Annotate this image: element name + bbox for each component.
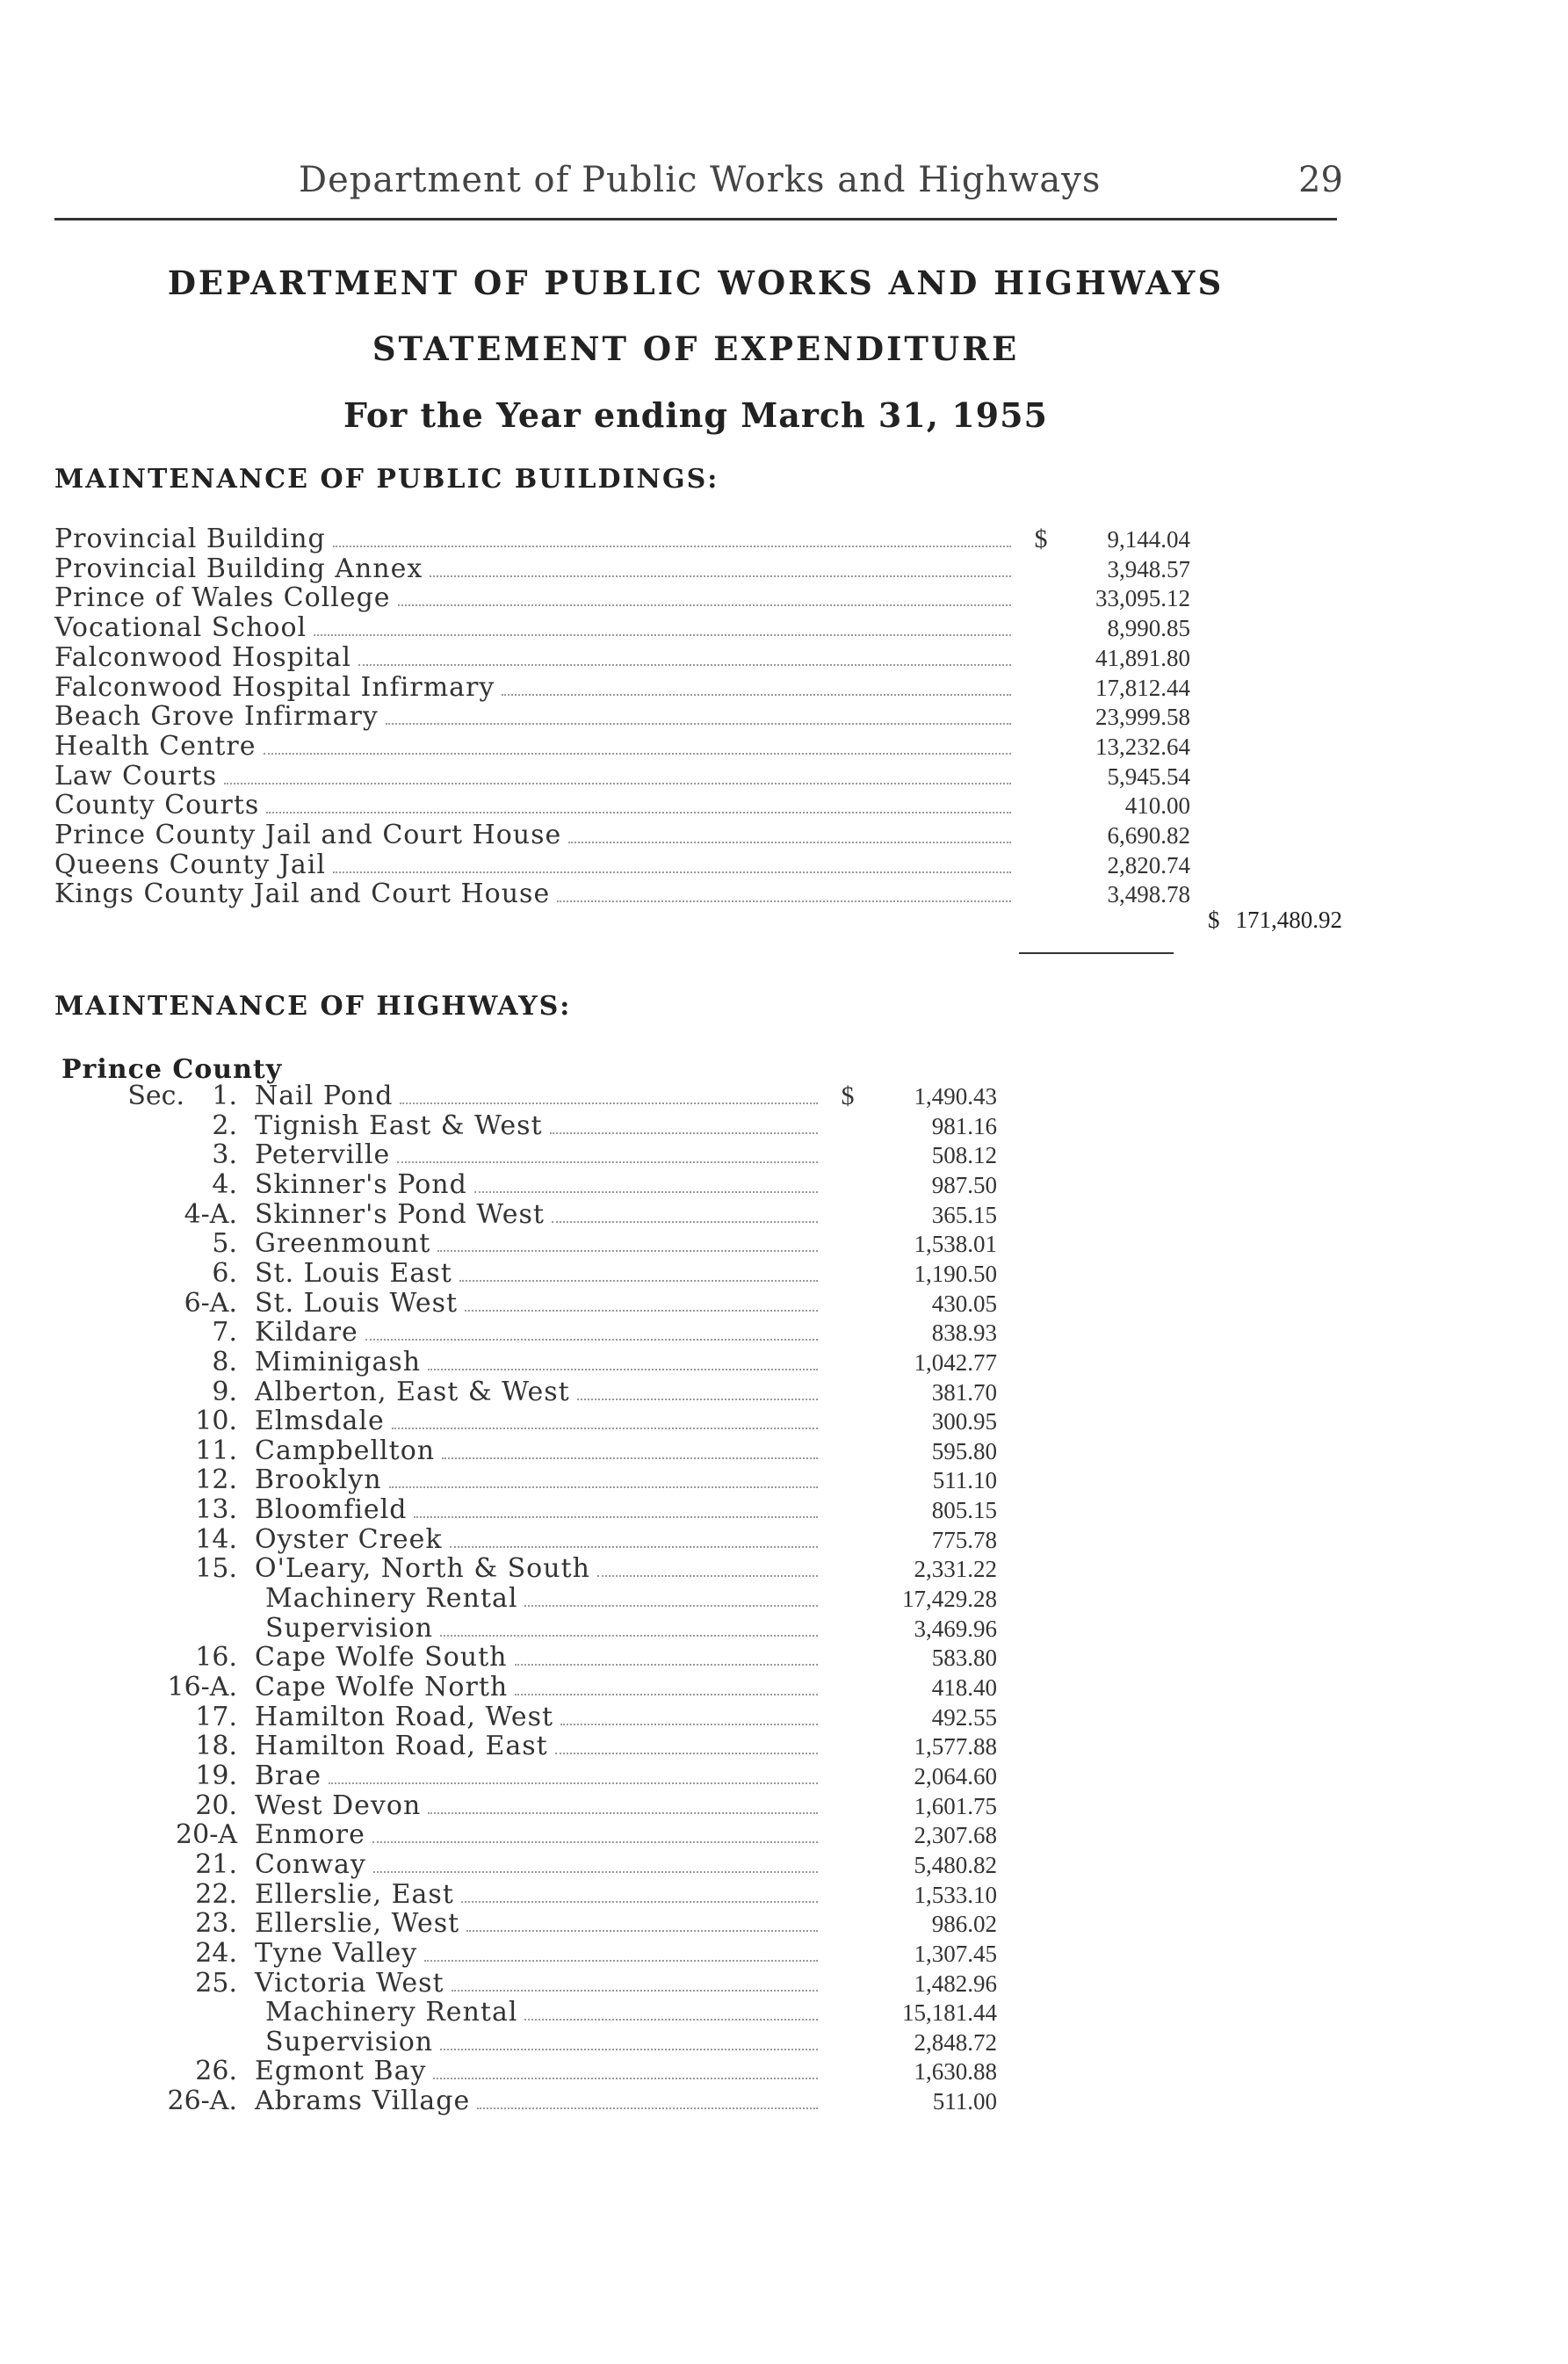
section-amount: 3,469.96 [914, 1615, 997, 1642]
section-number: 14. [195, 1523, 237, 1555]
highway-section-row [61, 1969, 997, 1999]
leader-dots [372, 1840, 818, 1843]
section-name: Machinery Rental [265, 1997, 518, 2028]
building-name: Falconwood Hospital [54, 641, 351, 673]
leader-dots [515, 1693, 818, 1695]
section-number: 11. [195, 1435, 237, 1466]
section-amount: 987.50 [931, 1171, 997, 1198]
section-amount: 1,577.88 [914, 1733, 997, 1760]
section-name: Campbellton [255, 1435, 436, 1466]
section-name: Supervision [265, 2026, 434, 2057]
section-name: Cape Wolfe South [255, 1642, 508, 1674]
building-name: Prince of Wales College [54, 582, 391, 614]
leader-dots [597, 1574, 818, 1577]
section-name: Victoria West [255, 1967, 444, 1999]
leader-dots [557, 900, 1011, 902]
section-name: Tignish East & West [255, 1110, 543, 1141]
building-row [54, 583, 1190, 613]
building-name: County Courts [54, 790, 260, 821]
building-name: Beach Grove Infirmary [54, 701, 379, 733]
header-rule [54, 218, 1337, 220]
leader-dots [428, 1368, 818, 1370]
leader-dots [440, 2048, 818, 2050]
highway-section-row [61, 1289, 997, 1319]
section-amount: 508.12 [931, 1142, 997, 1169]
building-amount: 9,144.04 [1107, 526, 1190, 553]
section-amount: 2,064.60 [914, 1762, 997, 1789]
leader-dots [466, 1929, 818, 1932]
leader-dots [461, 1900, 818, 1903]
building-row [54, 850, 1190, 880]
leader-dots [450, 1545, 818, 1548]
section-amount: 1,482.96 [914, 1970, 997, 1997]
highway-section-row [61, 1850, 997, 1880]
section-name: Ellerslie, East [255, 1878, 454, 1910]
leader-dots [400, 1102, 818, 1104]
building-name: Kings County Jail and Court House [54, 878, 551, 910]
building-amount: 6,690.82 [1107, 822, 1190, 849]
section-amount: 2,307.68 [914, 1822, 997, 1849]
section-number: 26. [195, 2056, 237, 2087]
section-name: Conway [255, 1848, 366, 1880]
section-name: Nail Pond [255, 1081, 394, 1111]
leader-dots [392, 1427, 818, 1429]
leader-dots [477, 2107, 818, 2109]
section-number: 3. [212, 1139, 237, 1171]
leader-dots [333, 545, 1011, 547]
building-row [54, 554, 1190, 584]
leader-dots [555, 1752, 818, 1754]
building-row [54, 613, 1190, 643]
section-name: Peterville [255, 1139, 391, 1171]
document-title: DEPARTMENT OF PUBLIC WORKS AND HIGHWAYS [167, 264, 1225, 302]
section-amount: 418.40 [931, 1674, 997, 1701]
building-name: Provincial Building [54, 524, 326, 554]
fiscal-year-line: For the Year ending March 31, 1955 [343, 395, 1048, 435]
building-row [54, 879, 1190, 909]
leader-dots [437, 1249, 818, 1252]
leader-dots [552, 1220, 818, 1223]
section-amount: 1,190.50 [914, 1260, 997, 1287]
section-name: Abrams Village [255, 2086, 471, 2117]
section-amount: 2,331.22 [914, 1556, 997, 1583]
section-name: Supervision [265, 1612, 434, 1644]
total-amount: 171,480.92 [1235, 907, 1342, 933]
leader-dots [459, 1279, 818, 1282]
section-amount: 1,601.75 [914, 1792, 997, 1819]
leader-dots [365, 1338, 818, 1341]
buildings-section-heading: MAINTENANCE OF PUBLIC BUILDINGS: [54, 464, 719, 495]
section-name: Brooklyn [255, 1464, 382, 1496]
section-name: O'Leary, North & South [255, 1553, 590, 1585]
building-row [54, 702, 1190, 732]
currency-sign: $ [841, 1081, 855, 1110]
section-number: 2. [212, 1110, 237, 1141]
running-head: Department of Public Works and Highways [299, 160, 1102, 200]
section-amount: 583.80 [931, 1645, 997, 1672]
building-amount: 41,891.80 [1095, 644, 1190, 671]
building-row [54, 524, 1190, 554]
leader-dots [373, 1870, 818, 1873]
section-amount: 805.15 [931, 1497, 997, 1524]
leader-dots [389, 1486, 818, 1488]
section-amount: 1,630.88 [914, 2058, 997, 2086]
highway-section-row [61, 1939, 997, 1969]
section-number: 16-A. [167, 1672, 237, 1703]
section-name: St. Louis East [255, 1257, 452, 1289]
building-name: Vocational School [54, 612, 307, 644]
section-number: 16. [195, 1642, 237, 1674]
highway-section-row [61, 1377, 997, 1407]
section-amount: 981.16 [931, 1112, 997, 1139]
highway-section-row [61, 1348, 997, 1377]
highway-section-row [61, 1200, 997, 1230]
highway-section-row [61, 1259, 997, 1289]
highway-section-row [61, 1909, 997, 1939]
section-number: 8. [212, 1346, 237, 1377]
highway-section-row [61, 1465, 997, 1495]
section-name: Bloomfield [255, 1494, 408, 1526]
building-amount: 13,232.64 [1095, 733, 1190, 760]
building-name: Queens County Jail [54, 849, 326, 880]
section-name: West Devon [255, 1789, 422, 1821]
section-number: 18. [195, 1731, 237, 1762]
section-amount: 511.00 [932, 2088, 997, 2115]
building-amount: 410.00 [1124, 792, 1190, 820]
section-name: Elmsdale [255, 1406, 385, 1437]
leader-dots [398, 604, 1011, 606]
highway-section-row [61, 1081, 997, 1111]
highway-section-row [61, 1495, 997, 1525]
section-number: 9. [212, 1376, 237, 1407]
highway-section-row [61, 1998, 997, 2028]
building-amount: 33,095.12 [1095, 585, 1190, 612]
section-amount: 511.10 [932, 1467, 997, 1494]
section-amount: 365.15 [931, 1201, 997, 1228]
section-name: Kildare [255, 1317, 358, 1348]
section-name: Oyster Creek [255, 1523, 443, 1555]
section-name: Enmore [255, 1819, 365, 1851]
leader-dots [550, 1131, 818, 1134]
leader-dots [264, 752, 1012, 755]
highway-section-row [61, 1436, 997, 1466]
section-number: 4-A. [184, 1198, 237, 1230]
leader-dots [428, 1811, 818, 1814]
building-name: Prince County Jail and Court House [54, 820, 562, 850]
section-name: Alberton, East & West [255, 1376, 570, 1407]
building-name: Health Centre [54, 730, 257, 762]
leader-dots [560, 1723, 818, 1725]
leader-dots [577, 1398, 818, 1400]
highway-section-row [61, 1820, 997, 1850]
section-amount: 2,848.72 [914, 2028, 997, 2056]
building-name: Falconwood Hospital Infirmary [54, 671, 495, 703]
section-number: 20. [195, 1789, 237, 1821]
building-row [54, 732, 1190, 762]
building-name: Provincial Building Annex [54, 553, 423, 584]
section-amount: 300.95 [931, 1408, 997, 1435]
building-row [54, 762, 1190, 792]
section-amount: 1,538.01 [914, 1231, 997, 1258]
county-heading: Prince County [61, 1054, 283, 1085]
leader-dots [433, 2077, 818, 2079]
section-number: 12. [195, 1464, 237, 1496]
section-amount: 775.78 [931, 1526, 997, 1553]
section-number: 22. [195, 1878, 237, 1910]
highway-section-row [61, 1318, 997, 1348]
section-number: 21. [195, 1848, 237, 1880]
section-amount: 5,480.82 [914, 1851, 997, 1878]
leader-dots [440, 1634, 818, 1637]
section-number: 5. [212, 1228, 237, 1260]
leader-dots [358, 663, 1011, 666]
building-row [54, 673, 1190, 703]
highway-section-row [61, 1761, 997, 1791]
section-number: 6. [212, 1257, 237, 1289]
section-name: Egmont Bay [255, 2056, 427, 2087]
section-amount: 430.05 [931, 1290, 997, 1317]
section-name: Cape Wolfe North [255, 1672, 509, 1703]
leader-dots [397, 1160, 818, 1163]
leader-dots [329, 1782, 818, 1784]
highway-section-row [61, 1643, 997, 1673]
building-row [54, 821, 1190, 850]
currency-sign: $ [1034, 524, 1048, 553]
section-number: 17. [195, 1701, 237, 1732]
leader-dots [333, 871, 1011, 873]
building-amount: 2,820.74 [1107, 851, 1190, 878]
building-amount: 17,812.44 [1095, 674, 1190, 701]
section-amount: 17,429.28 [902, 1586, 997, 1613]
highway-section-row [61, 1140, 997, 1170]
leader-dots [465, 1309, 818, 1312]
section-number: 4. [212, 1168, 237, 1200]
section-prefix: Sec. [127, 1081, 184, 1111]
section-amount: 492.55 [931, 1703, 997, 1731]
section-amount: 595.80 [931, 1437, 997, 1464]
highway-section-row [61, 2028, 997, 2057]
highway-section-row [61, 1791, 997, 1821]
section-amount: 381.70 [931, 1378, 997, 1406]
section-name: Machinery Rental [265, 1583, 518, 1615]
leader-dots [424, 1959, 818, 1962]
document-subtitle: STATEMENT OF EXPENDITURE [372, 329, 1020, 368]
section-name: Hamilton Road, East [255, 1731, 548, 1762]
highway-section-row [61, 1731, 997, 1761]
highway-section-row [61, 1880, 997, 1910]
section-number: 7. [212, 1317, 237, 1348]
building-amount: 23,999.58 [1095, 704, 1190, 731]
section-number: 15. [195, 1553, 237, 1585]
leader-dots [524, 1604, 818, 1607]
section-number: 23. [195, 1908, 237, 1940]
section-number: 19. [195, 1760, 237, 1791]
building-amount: 8,990.85 [1107, 615, 1190, 642]
leader-dots [266, 811, 1011, 813]
building-amount: 5,945.54 [1107, 763, 1190, 790]
building-row [54, 643, 1190, 673]
highway-section-row [61, 1614, 997, 1644]
leader-dots [474, 1190, 818, 1193]
leader-dots [524, 2018, 818, 2021]
subtotal-rule [1019, 952, 1174, 954]
section-number: 10. [195, 1406, 237, 1437]
page-number: 29 [1298, 160, 1343, 200]
section-name: St. Louis West [255, 1287, 459, 1319]
highway-section-row [61, 1554, 997, 1584]
leader-dots [430, 575, 1011, 577]
section-number [61, 1081, 255, 1111]
section-name: Miminigash [255, 1346, 422, 1377]
building-amount: 3,498.78 [1107, 881, 1190, 908]
building-amount: 3,948.57 [1107, 555, 1190, 582]
section-name: Ellerslie, West [255, 1908, 460, 1940]
section-amount: 1,042.77 [914, 1348, 997, 1376]
section-number: 13. [195, 1494, 237, 1526]
section-name: Greenmount [255, 1228, 431, 1260]
building-name: Law Courts [54, 760, 218, 792]
highway-section-row [61, 1229, 997, 1259]
section-amount: 1,490.43 [914, 1083, 997, 1110]
section-amount: 15,181.44 [902, 1999, 997, 2027]
highways-section-heading: MAINTENANCE OF HIGHWAYS: [54, 991, 572, 1022]
highway-section-row [61, 2086, 997, 2116]
leader-dots [568, 841, 1011, 843]
leader-dots [314, 633, 1011, 636]
leader-dots [224, 782, 1011, 784]
leader-dots [515, 1663, 819, 1666]
section-amount: 1,307.45 [914, 1940, 997, 1967]
highway-section-row [61, 1584, 997, 1614]
section-number: 25. [195, 1967, 237, 1999]
leader-dots [386, 722, 1011, 725]
section-name: Brae [255, 1760, 322, 1791]
building-row [54, 791, 1190, 821]
section-amount: 1,533.10 [914, 1881, 997, 1908]
highway-section-row [61, 1170, 997, 1200]
leader-dots [452, 1989, 818, 1992]
highway-section-row [61, 2057, 997, 2086]
section-name: Skinner's Pond West [255, 1198, 545, 1230]
leader-dots [502, 693, 1011, 696]
section-name: Hamilton Road, West [255, 1701, 554, 1732]
highway-section-row [61, 1525, 997, 1555]
leader-dots [442, 1457, 818, 1459]
section-number: 24. [195, 1937, 237, 1969]
highway-section-row [61, 1406, 997, 1436]
leader-dots [414, 1515, 818, 1518]
section-number: 20-A [176, 1819, 237, 1851]
section-name: Tyne Valley [255, 1937, 418, 1969]
section-amount: 838.93 [931, 1319, 997, 1347]
highway-section-row [61, 1673, 997, 1703]
highway-section-row [61, 1703, 997, 1732]
section-number: 6-A. [184, 1287, 237, 1319]
highway-section-row [61, 1111, 997, 1141]
total-currency: $ [1208, 907, 1220, 933]
buildings-total [1208, 907, 1342, 934]
section-number: 26-A. [167, 2086, 237, 2117]
section-id: 1. [212, 1081, 237, 1111]
section-amount: 986.02 [931, 1911, 997, 1938]
section-name: Skinner's Pond [255, 1168, 467, 1200]
